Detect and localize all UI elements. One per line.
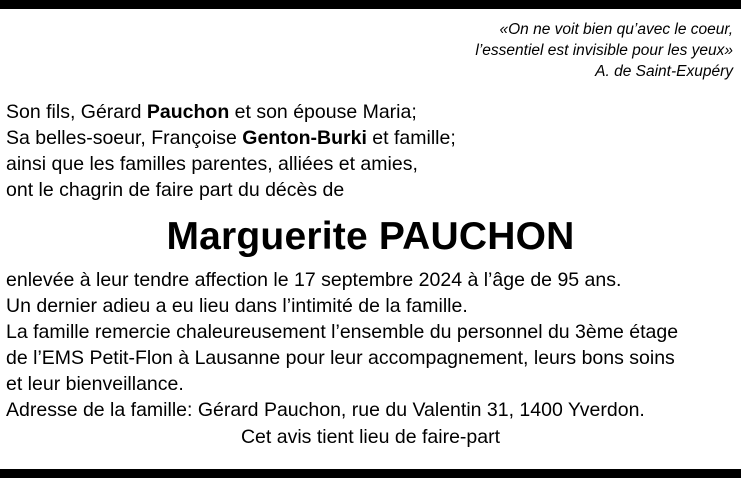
- tribute-line-4: de l’EMS Petit-Flon à Lausanne pour leur accompagnement, leurs bons soins: [6, 347, 675, 369]
- closing-statement: Cet avis tient lieu de faire-part: [240, 426, 501, 448]
- epigraph-author: A. de Saint-Exupéry: [595, 63, 733, 80]
- epigraph-quote: [6, 19, 735, 82]
- intro-line-1: [6, 99, 735, 125]
- tribute-line-3: La famille remercie chaleureusement l’ensemble du personnel du 3ème étage: [6, 321, 679, 343]
- intro-line-1-pre: Son fils, Gérard: [6, 101, 147, 123]
- tribute-line-2: Un dernier adieu a eu lieu dans l’intimité de la famille.: [6, 295, 468, 317]
- tribute-text: [6, 267, 735, 423]
- bottom-rule-divider: [0, 469, 741, 478]
- tribute-line-1: enlevée à leur tendre affection le 17 septembre 2024 à l’âge de 95 ans.: [6, 269, 622, 291]
- notice-body: [0, 9, 741, 478]
- epigraph-line-1: «On ne voit bien qu’avec le coeur,: [499, 21, 733, 38]
- intro-line-2-bold: Genton-Burki: [242, 127, 367, 149]
- deceased-name: Marguerite PAUCHON: [166, 215, 575, 258]
- tribute-line-6: Adresse de la famille: Gérard Pauchon, rue du Valentin 31, 1400 Yverdon.: [6, 399, 645, 421]
- epigraph-line-2: l’essentiel est invisible pour les yeux»: [475, 42, 733, 59]
- intro-line-1-post: et son épouse Maria;: [229, 101, 417, 123]
- intro-line-2-pre: Sa belles-soeur, Françoise: [6, 127, 243, 149]
- tribute-line-5: et leur bienveillance.: [6, 373, 184, 395]
- intro-line-1-bold: Pauchon: [146, 101, 230, 123]
- intro-line-3: ainsi que les familles parentes, alliées et amies,: [6, 153, 418, 175]
- family-intro: [6, 99, 735, 203]
- intro-line-2-post: et famille;: [366, 127, 456, 149]
- intro-line-2: [6, 125, 735, 151]
- intro-line-4: ont le chagrin de faire part du décès de: [6, 179, 345, 201]
- top-rule-divider: [0, 0, 741, 9]
